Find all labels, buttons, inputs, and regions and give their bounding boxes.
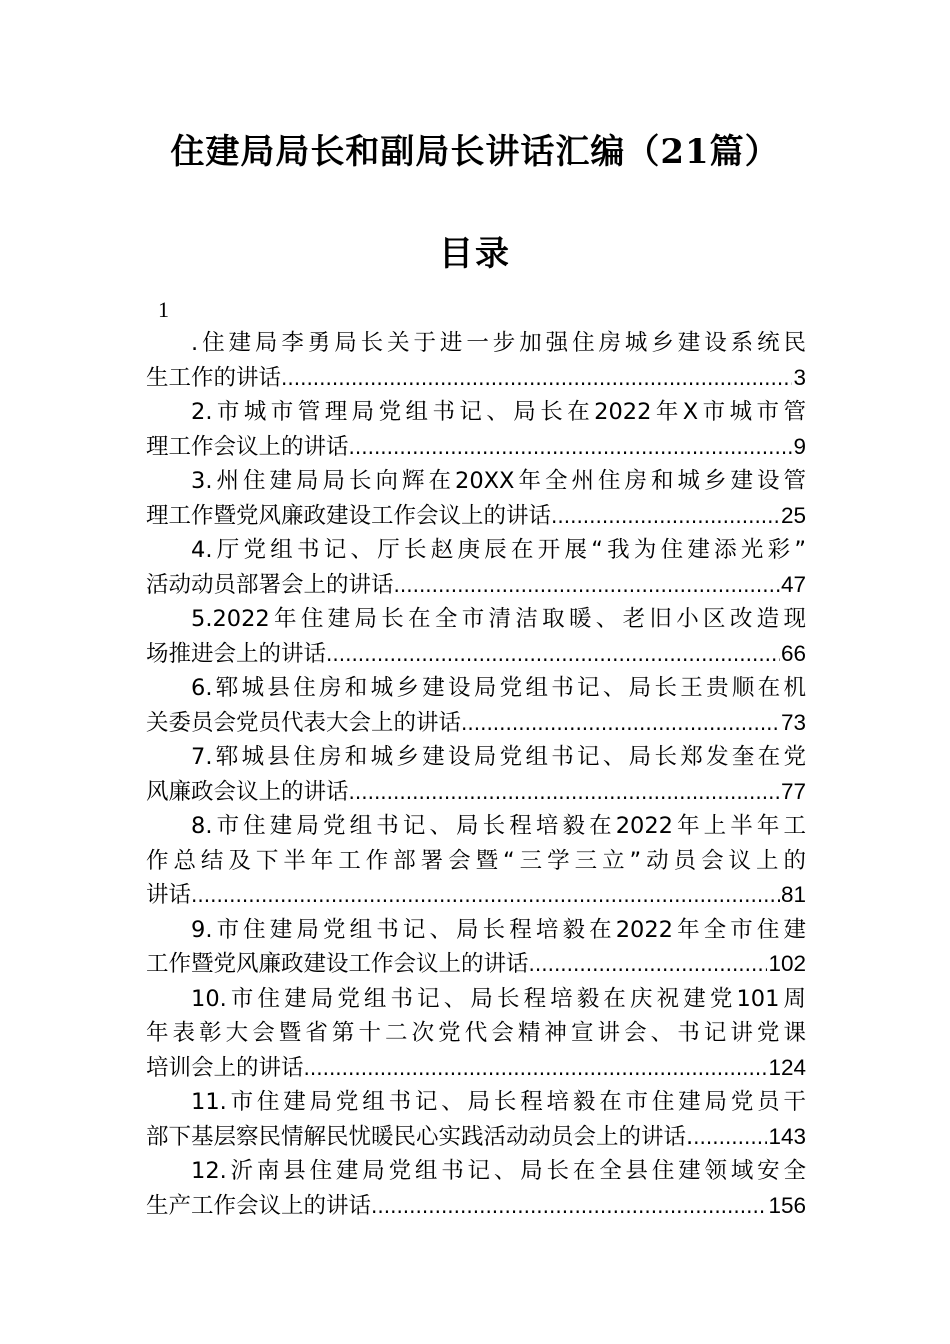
toc-entry-text: 9.市住建局党组书记、局长程培毅在2022年全市住建 <box>191 916 806 943</box>
dot-leader <box>461 706 780 741</box>
toc-entry[interactable] <box>146 982 806 1086</box>
toc-entry-text: 风廉政会议上的讲话 <box>146 778 349 805</box>
dot-leader <box>326 637 780 672</box>
toc-entry[interactable] <box>146 740 806 809</box>
toc-entry-text: 部下基层察民情解民忧暖民心实践活动动员会上的讲话. <box>146 1123 694 1150</box>
dot-leader <box>349 775 780 810</box>
toc-entry-text: 理工作暨党风廉政建设工作会议上的讲话 <box>146 502 552 529</box>
toc-entry-text: 活动动员部署会上的讲话 <box>146 571 394 598</box>
toc-entry-text: 作总结及下半年工作部署会暨“三学三立”动员会议上的 <box>146 847 806 874</box>
table-of-contents <box>146 326 806 1223</box>
toc-entry[interactable] <box>146 1154 806 1223</box>
toc-entry-text: 12.沂南县住建局党组书记、局长在全县住建领域安全 <box>191 1158 806 1184</box>
toc-entry-text: 理工作会议上的讲话 <box>146 433 349 460</box>
dot-leader <box>371 1189 767 1224</box>
toc-page-number: 156 <box>768 1192 806 1218</box>
toc-entry-text: 4.厅党组书记、厅长赵庚辰在开展“我为住建添光彩” <box>191 537 806 563</box>
toc-page-number: 3 <box>793 364 806 390</box>
toc-entry[interactable] <box>146 326 806 395</box>
toc-heading: 目录 <box>439 234 511 274</box>
toc-page-number: 9 <box>793 433 806 459</box>
dot-leader <box>281 361 792 396</box>
toc-entry[interactable] <box>146 671 806 740</box>
toc-page-number: 81 <box>780 882 806 907</box>
toc-entry[interactable] <box>146 1085 806 1154</box>
toc-entry-text: 培训会上的讲话 <box>146 1054 304 1081</box>
dot-leader <box>349 430 793 465</box>
toc-entry-text: 11.市住建局党组书记、局长程培毅在市住建局党员干 <box>191 1089 806 1115</box>
toc-entry[interactable] <box>146 913 806 982</box>
toc-page-number: 124 <box>768 1054 806 1080</box>
toc-entry-text: 生工作的讲话 <box>146 364 282 391</box>
toc-entry[interactable] <box>146 395 806 464</box>
toc-entry[interactable] <box>146 602 806 671</box>
toc-entry-text: 8.市住建局党组书记、局长程培毅在2022年上半年工 <box>191 813 806 839</box>
dot-leader <box>304 1051 768 1086</box>
toc-entry-text: 10.市住建局党组书记、局长程培毅在庆祝建党101周 <box>191 985 806 1012</box>
document-title: 住建局局长和副局长讲话汇编（21篇） <box>170 132 780 172</box>
toc-entry-text: 场推进会上的讲话 <box>146 640 327 667</box>
toc-page-number: 73 <box>780 709 806 735</box>
toc-page-number: 25 <box>780 502 806 528</box>
toc-entry-text: 2.市城市管理局党组书记、局长在2022年X市城市管 <box>191 399 806 425</box>
dot-leader <box>529 947 768 982</box>
list-number: 1 <box>158 297 169 322</box>
toc-entry-text: 5.2022年住建局长在全市清洁取暖、老旧小区改造现 <box>191 606 806 632</box>
toc-entry-text: 3.州住建局局长向辉在20XX年全州住房和城乡建设管 <box>191 468 806 494</box>
toc-entry-text: 讲话 <box>146 882 192 908</box>
toc-page-number: 77 <box>780 778 806 804</box>
toc-entry-text: 年表彰大会暨省第十二次党代会精神宣讲会、书记讲党课 <box>146 1020 806 1046</box>
toc-entry[interactable] <box>146 464 806 533</box>
dot-leader <box>693 1120 767 1155</box>
toc-page-number: 143 <box>768 1123 806 1149</box>
toc-page-number: 66 <box>780 640 806 666</box>
toc-page-number: 47 <box>780 571 806 597</box>
dot-leader <box>551 499 780 534</box>
toc-entry-text: 7.郓城县住房和城乡建设局党组书记、局长郑发奎在党 <box>191 744 806 770</box>
toc-page-number: 102 <box>768 951 806 976</box>
toc-entry-text: 6.郓城县住房和城乡建设局党组书记、局长王贵顺在机 <box>191 675 806 701</box>
toc-entry[interactable] <box>146 533 806 602</box>
toc-entry-text: 生产工作会议上的讲话 <box>146 1192 372 1219</box>
dot-leader <box>394 568 780 603</box>
toc-entry[interactable] <box>146 809 806 913</box>
toc-entry-text: .住建局李勇局长关于进一步加强住房城乡建设系统民 <box>191 330 806 356</box>
toc-entry-text: 工作暨党风廉政建设工作会议上的讲话 <box>146 951 529 977</box>
dot-leader <box>191 878 780 913</box>
toc-entry-text: 关委员会党员代表大会上的讲话 <box>146 709 462 736</box>
